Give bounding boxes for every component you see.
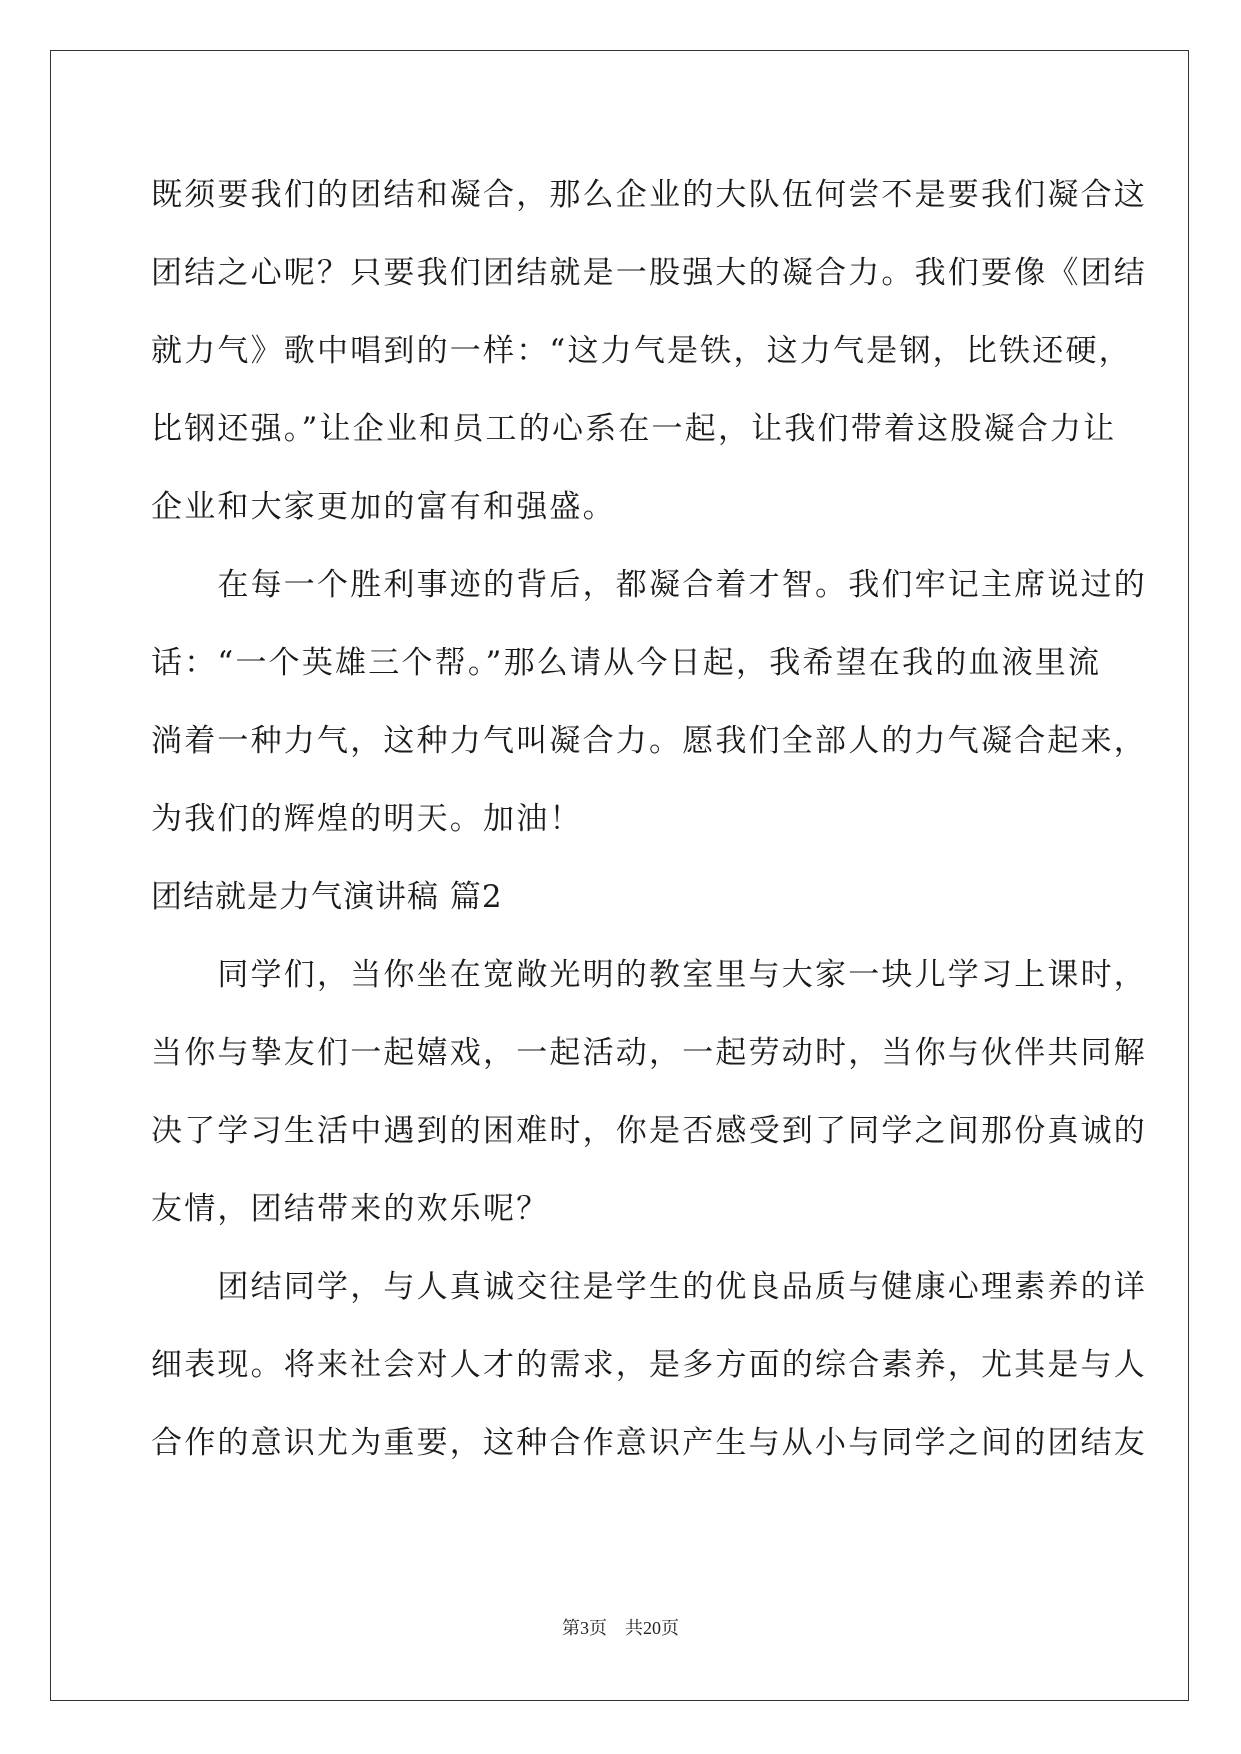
text-line: 淌着一种力气，这种力气叫凝合力。愿我们全部人的力气凝合起来， — [151, 723, 1147, 759]
text-line: 为我们的辉煌的明天。加油！ — [151, 801, 583, 837]
text-line: 在每一个胜利事迹的背后，都凝合着才智。我们牢记主席说过的 — [151, 567, 1147, 603]
document-body — [151, 156, 1147, 1482]
text-line: 团结同学，与人真诚交往是学生的优良品质与健康心理素养的详 — [151, 1269, 1147, 1305]
text-line: 友情，团结带来的欢乐呢？ — [151, 1191, 550, 1227]
text-line: 细表现。将来社会对人才的需求，是多方面的综合素养，尤其是与人 — [151, 1347, 1147, 1383]
text-line: 话：“一个英雄三个帮。”那么请从今日起，我希望在我的血液里流 — [151, 645, 1102, 681]
text-line: 比钢还强。”让企业和员工的心系在一起，让我们带着这股凝合力让 — [151, 411, 1117, 447]
text-line: 就力气》歌中唱到的一样：“这力气是铁，这力气是钢，比铁还硬， — [151, 333, 1132, 369]
text-line: 决了学习生活中遇到的困难时，你是否感受到了同学之间那份真诚的 — [151, 1113, 1147, 1149]
text-line: 团结之心呢？只要我们团结就是一股强大的凝合力。我们要像《团结 — [151, 255, 1147, 291]
text-line: 当你与挚友们一起嬉戏，一起活动，一起劳动时，当你与伙伴共同解 — [151, 1035, 1147, 1071]
text-line: 既须要我们的团结和凝合，那么企业的大队伍何尝不是要我们凝合这 — [151, 177, 1147, 213]
section-heading: 团结就是力气演讲稿 篇2 — [151, 879, 503, 915]
text-line: 同学们，当你坐在宽敞光明的教室里与大家一块儿学习上课时， — [151, 957, 1147, 993]
text-line: 合作的意识尤为重要，这种合作意识产生与从小与同学之间的团结友 — [151, 1425, 1147, 1461]
text-line: 企业和大家更加的富有和强盛。 — [151, 489, 616, 525]
page-footer: 第3页 共20页 — [562, 1618, 679, 1638]
